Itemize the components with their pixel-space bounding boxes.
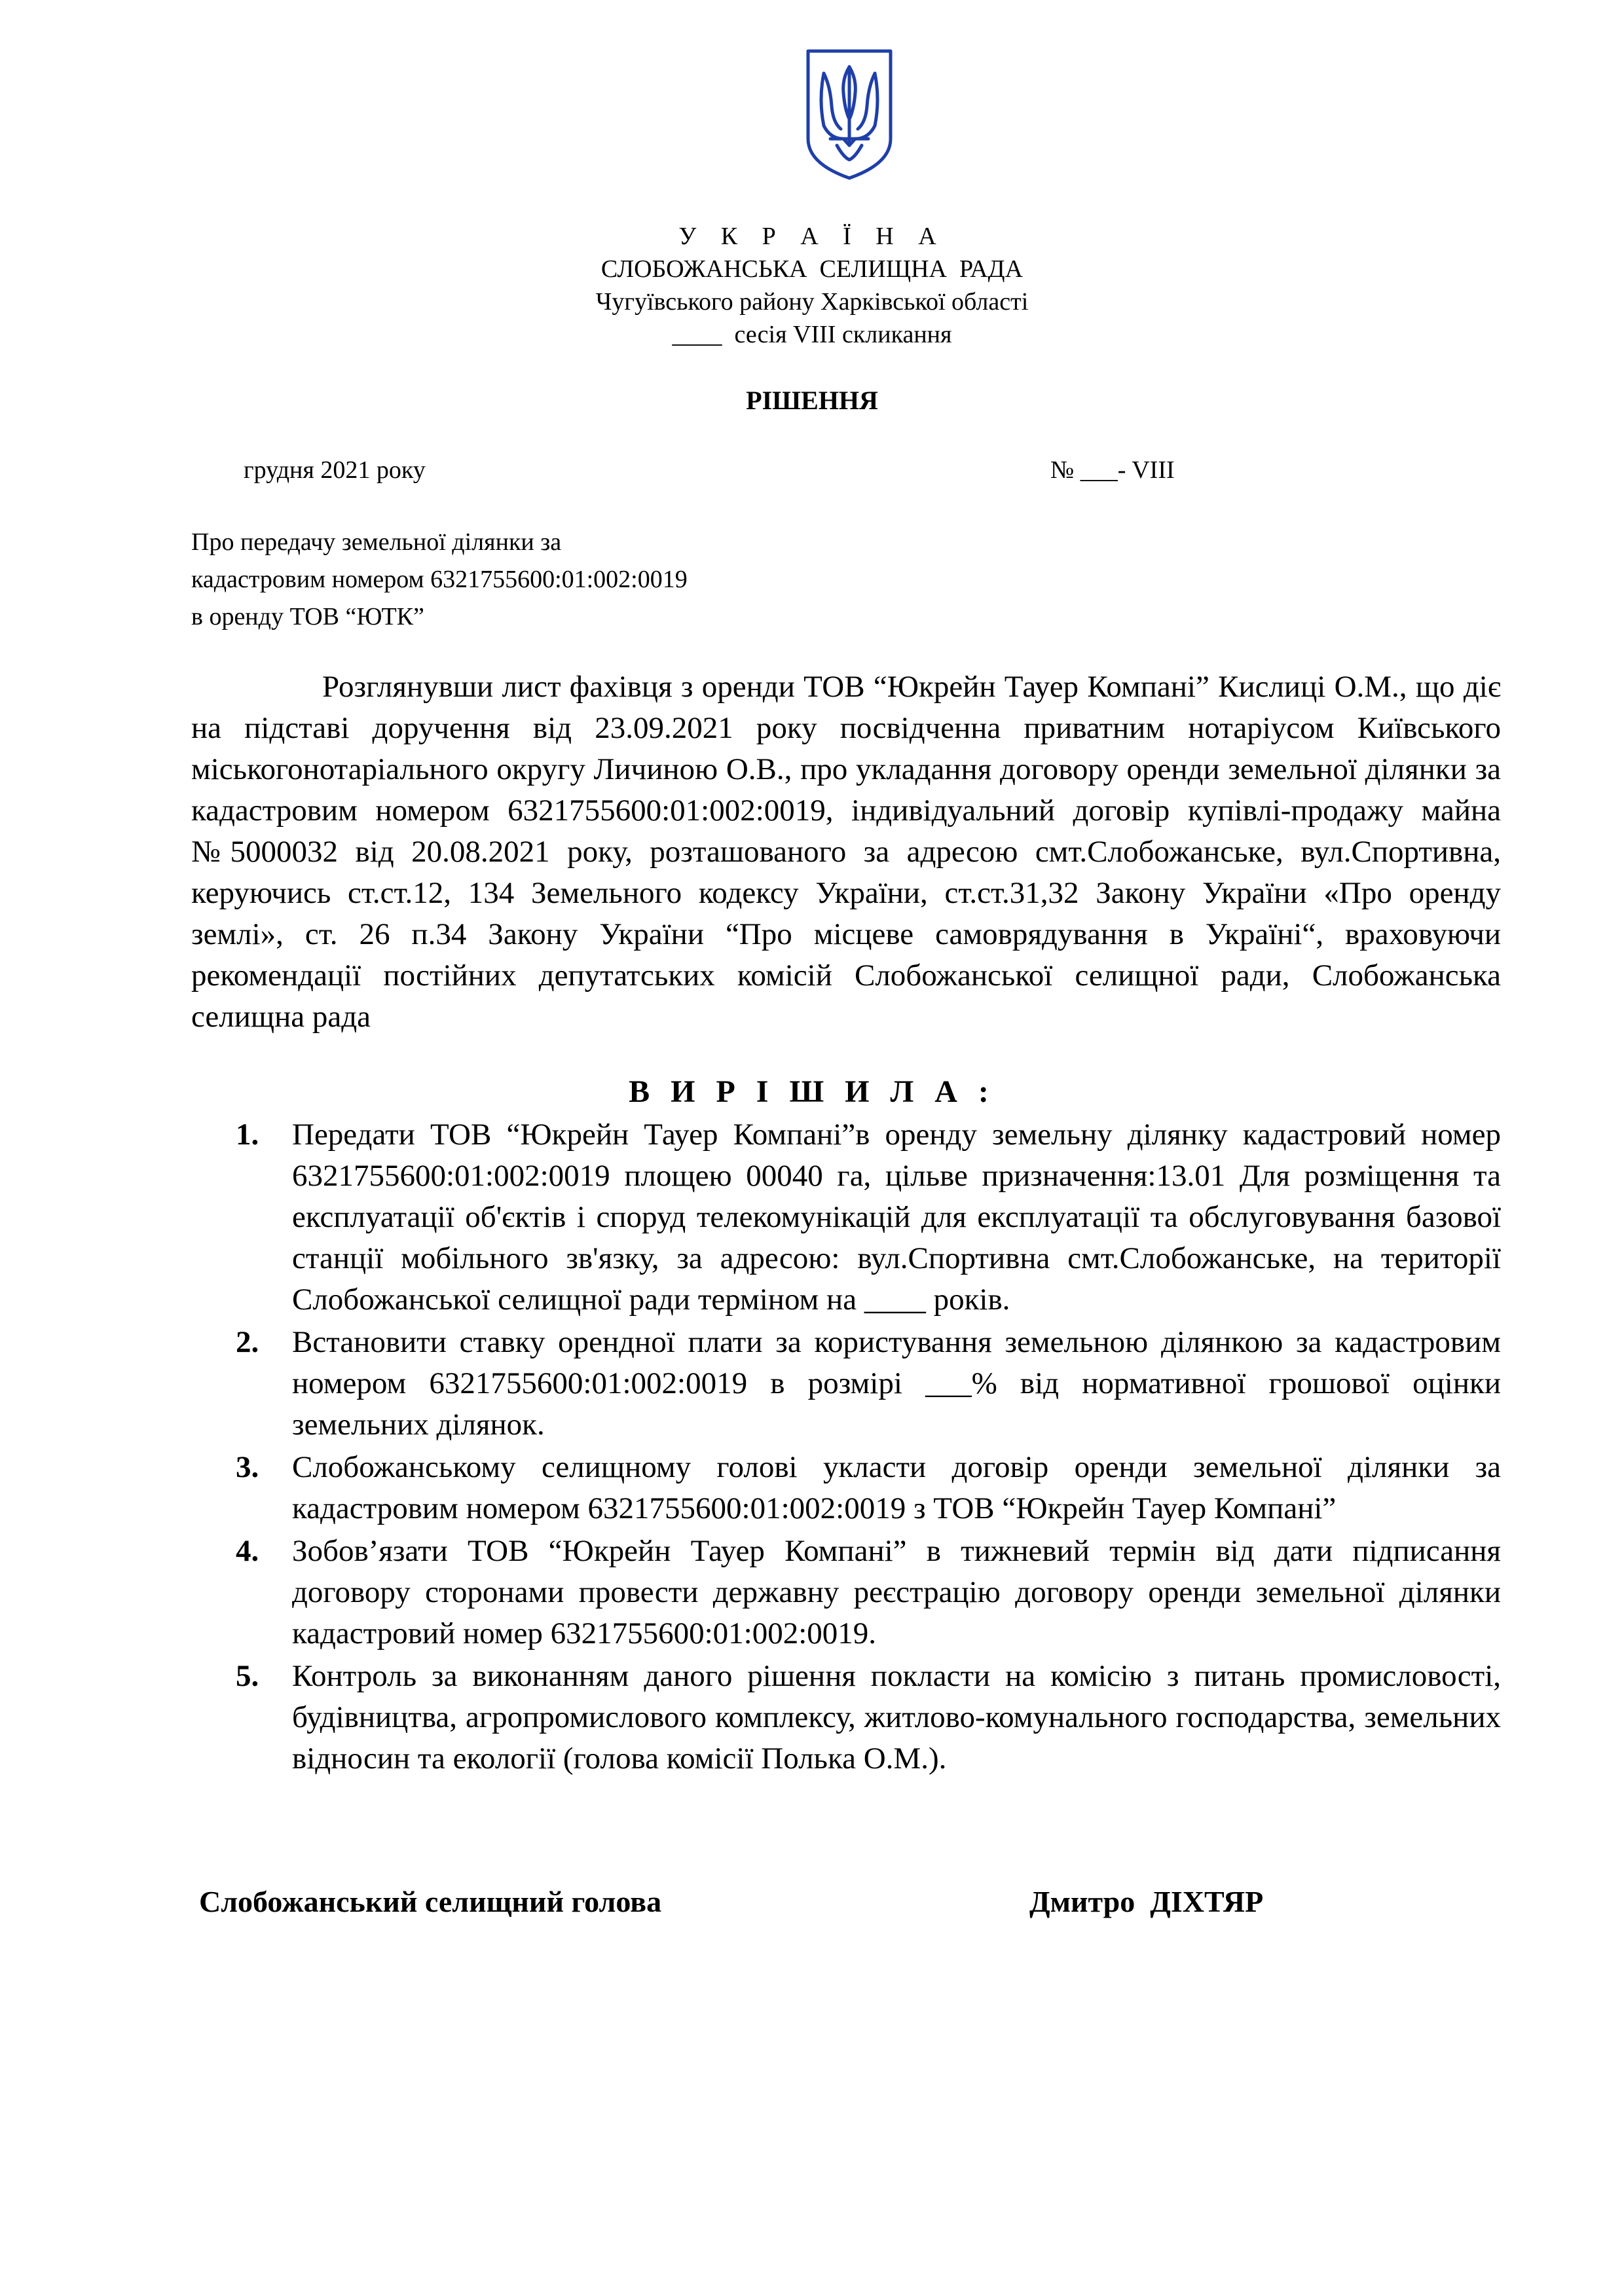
item-number: 4. xyxy=(236,1534,259,1568)
resolved-heading: В И Р І Ш И Л А : xyxy=(629,1074,995,1109)
item-text: Встановити ставку орендної плати за користування земельною ділянкою за кадастровим номером 6321755600:01:002:0019 в розмірі ___% від нормативної грошової оцінки земельних ділянок. xyxy=(292,1325,1501,1442)
country-name: У К Р А Ї Н А xyxy=(678,223,946,250)
signatory-name: Дмитро ДІХТЯР xyxy=(1029,1885,1264,1918)
subject-line: кадастровим номером 6321755600:01:002:0019 xyxy=(191,566,688,593)
district-name: Чугуївського району Харківської області xyxy=(595,288,1029,316)
subject-line: в оренду ТОВ “ЮТК” xyxy=(191,603,424,630)
item-number: 3. xyxy=(236,1450,259,1484)
decision-item xyxy=(236,1447,1501,1529)
item-text: Зобов’язати ТОВ “Юкрейн Тауер Компані” в тижневий термін від дати підписання договору сторонами провести державну реєстрацію договору оренди земельної ділянки кадастровий номер 6321755600:01:002:0019. xyxy=(292,1534,1501,1650)
subject-line: Про передачу земельної ділянки за xyxy=(191,528,562,556)
decision-number: № ___- VIII xyxy=(1050,456,1175,484)
council-name: СЛОБОЖАНСЬКА СЕЛИЩНА РАДА xyxy=(600,255,1024,283)
item-text: Контроль за виконанням даного рішення покласти на комісію з питань промисловості, будівництва, агропромислового комплексу, житлово-комунального господарства, земельних відносин та екології (голова комісії Полька О.М.). xyxy=(292,1659,1501,1776)
decision-item xyxy=(236,1114,1501,1321)
decision-subject xyxy=(191,524,688,636)
item-text: Слобожанському селищному голові укласти договір оренди земельної ділянки за кадастровим номером 6321755600:01:002:0019 з ТОВ “Юкрейн Тауер Компані” xyxy=(292,1450,1501,1525)
document-title: РІШЕННЯ xyxy=(746,386,878,415)
item-number: 1. xyxy=(236,1118,259,1152)
document-header xyxy=(0,220,1624,351)
session-line: ____ сесія VIII скликання xyxy=(672,321,952,348)
decision-item xyxy=(236,1656,1501,1779)
decision-item xyxy=(236,1322,1501,1446)
decision-item xyxy=(236,1531,1501,1654)
decision-date: грудня 2021 року xyxy=(244,456,426,484)
preamble-paragraph: Розглянувши лист фахівця з оренди ТОВ “Юкрейн Тауер Компані” Кислиці О.М., що діє на підставі доручення від 23.09.2021 року посвідченна приватним нотаріусом Київського міськогонотаріального округу Личиною О.В., про укладання договору оренди земельної ділянки за кадастровим номером 6321755600:01:002:0019, індивідуальний договір купівлі-продажу майна №5000032 від 20.08.2021 року, розташованого за адресою смт.Слобожанське, вул.Спортивна, керуючись ст.ст.12, 134 Земельного кодексу України, ст.ст.31,32 Закону України «Про оренду землі», ст. 26 п.34 Закону України “Про місцеве самоврядування в Україні“, враховуючи рекомендації постійних депутатських комісій Слобожанської селищної ради, Слобожанська селищна рада xyxy=(191,670,1501,1034)
coat-of-arms-icon xyxy=(804,47,895,182)
item-number: 2. xyxy=(236,1325,259,1359)
signatory-position: Слобожанський селищний голова xyxy=(199,1885,662,1918)
item-text: Передати ТОВ “Юкрейн Тауер Компані”в оренду земельну ділянку кадастровий номер 6321755600:01:002:0019 площею 00040 га, цільве призначення:13.01 Для розміщення та експлуатації об'єктів і споруд телекомунікацій для експлуатації та обслуговування базової станції мобільного зв'язку, за адресою: вул.Спортивна смт.Слобожанське, на території Слобожанської селищної ради терміном на ____ років. xyxy=(292,1118,1501,1317)
item-number: 5. xyxy=(236,1659,259,1693)
decision-items-list xyxy=(236,1114,1501,1781)
